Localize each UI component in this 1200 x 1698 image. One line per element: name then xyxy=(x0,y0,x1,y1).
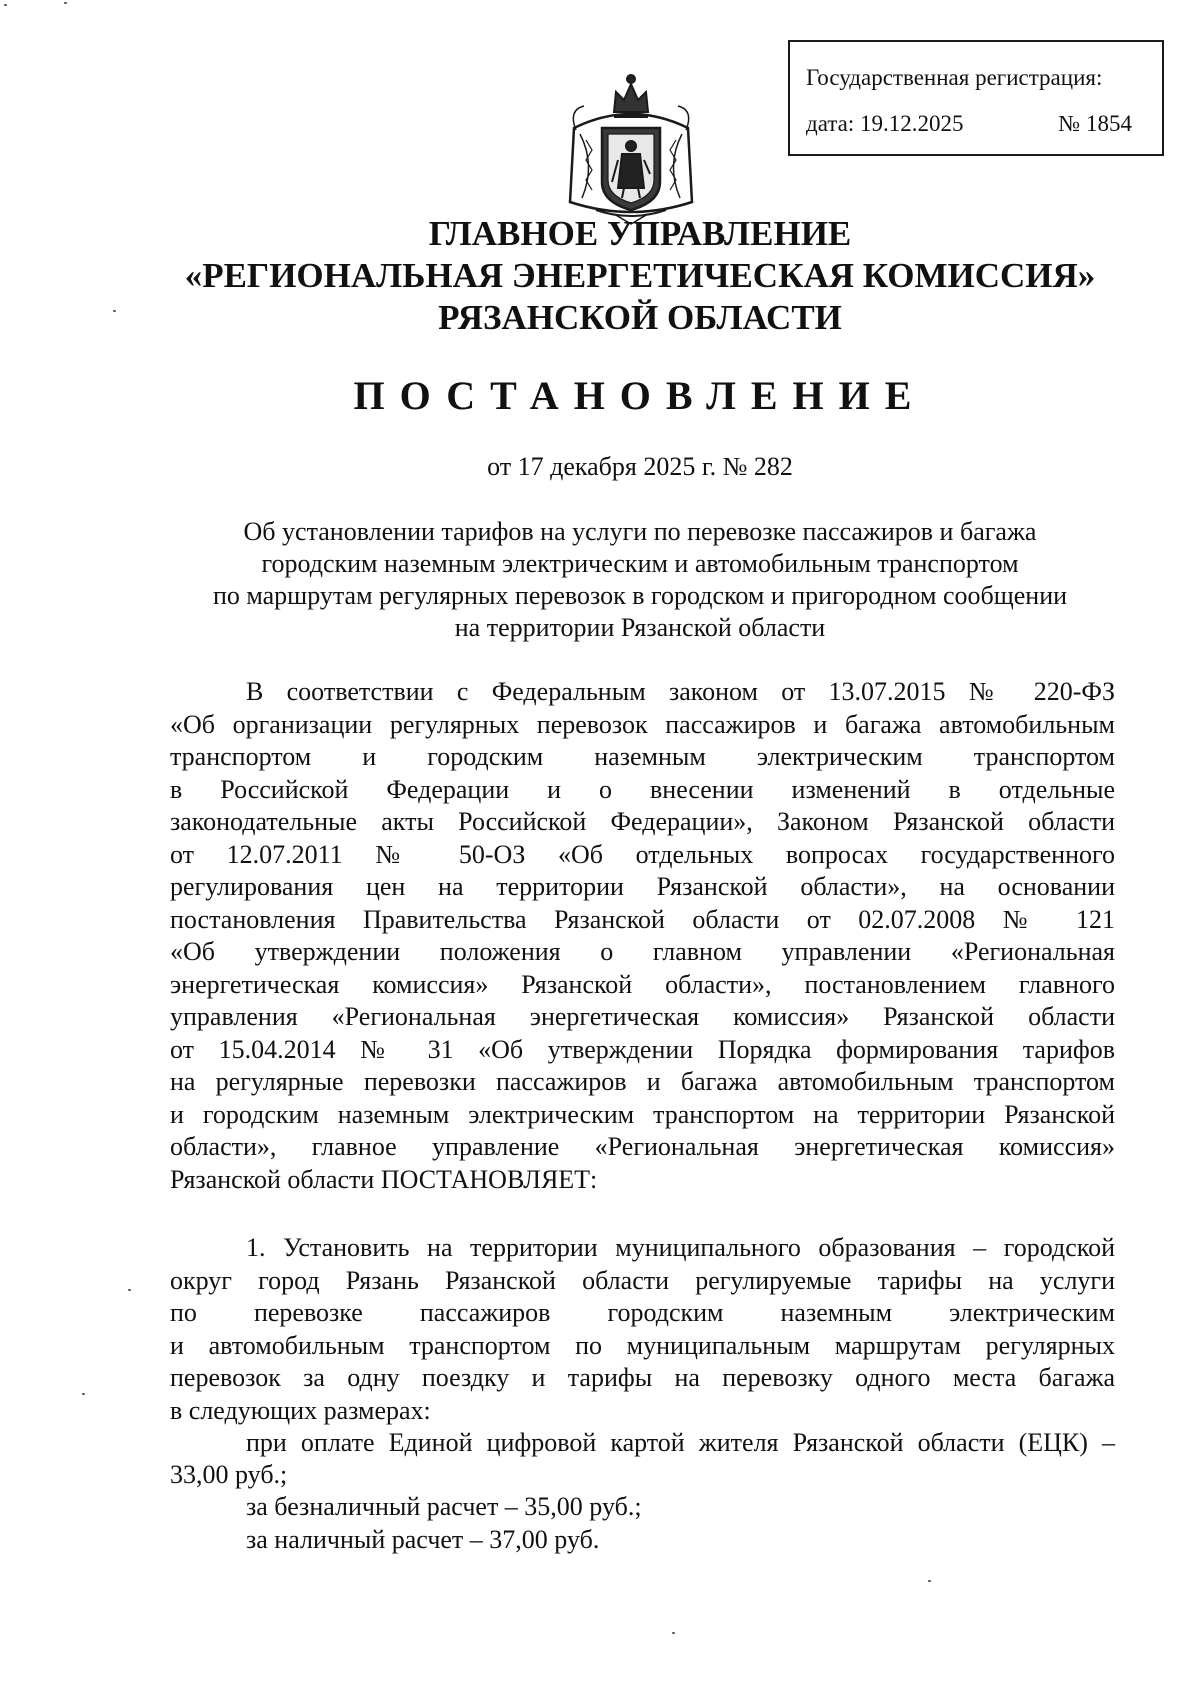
org-title-line-1: ГЛАВНОЕ УПРАВЛЕНИЕ xyxy=(428,214,852,253)
tariff-ecard-value: 33,00 руб.; xyxy=(170,1460,288,1489)
preamble-line: законодательные акты Российской Федерации», Законом Рязанской области xyxy=(170,807,1115,836)
scan-speck xyxy=(672,1632,675,1634)
tariff-cashless: за безналичный расчет – 35,00 руб.; xyxy=(246,1492,642,1521)
item-1-line: округ город Рязань Рязанской области регулируемые тарифы на услуги xyxy=(170,1265,1115,1295)
coat-of-arms-emblem xyxy=(556,70,706,226)
subject-line-1: Об установлении тарифов на услуги по перевозке пассажиров и багажа xyxy=(243,517,1037,546)
scan-speck xyxy=(113,310,116,312)
org-title-line-3: РЯЗАНСКОЙ ОБЛАСТИ xyxy=(438,298,842,337)
preamble-line: на регулярные перевозки пассажиров и багажа автомобильным транспортом xyxy=(170,1067,1115,1096)
preamble-line: «Об организации регулярных перевозок пассажиров и багажа автомобильным xyxy=(170,709,1115,739)
scan-speck xyxy=(4,4,7,6)
item-1-line: по перевозке пассажиров городским наземным электрическим xyxy=(170,1298,1115,1327)
preamble-line: управления «Региональная энергетическая комиссия» Рязанской области xyxy=(170,1002,1115,1031)
preamble-line: В соответствии с Федеральным законом от 13.07.2015 № 220-ФЗ xyxy=(246,677,1115,706)
item-1-line: при оплате Единой цифровой картой жителя Рязанской области (ЕЦК) – xyxy=(246,1428,1115,1457)
subject-line-3: по маршрутам регулярных перевозок в городском и пригородном сообщении xyxy=(212,581,1068,610)
subject-line-4: на территории Рязанской области xyxy=(454,613,826,642)
registration-box xyxy=(788,40,1164,156)
subject-line-2: городским наземным электрическим и автомобильным транспортом xyxy=(261,549,1019,578)
preamble-line: регулирования цен на территории Рязанской области», на основании xyxy=(170,872,1115,901)
preamble-line: от 15.04.2014 № 31 «Об утверждении Порядка формирования тарифов xyxy=(170,1034,1115,1064)
item-1-line: 1. Установить на территории муниципального образования – городской xyxy=(246,1233,1115,1262)
item-1-line: в следующих размерах: xyxy=(170,1395,431,1425)
preamble-paragraph xyxy=(170,676,1115,1196)
preamble-line: в Российской Федерации и о внесении изменений в отдельные xyxy=(170,774,1115,804)
preamble-line: «Об утверждении положения о главном управлении «Региональная xyxy=(170,937,1115,966)
item-1-line: перевозок за одну поездку и тарифы на перевозку одного места багажа xyxy=(170,1363,1115,1392)
preamble-line: постановления Правительства Рязанской области от 02.07.2008 № 121 xyxy=(170,904,1115,934)
org-title-line-2: «РЕГИОНАЛЬНАЯ ЭНЕРГЕТИЧЕСКАЯ КОМИССИЯ» xyxy=(184,256,1096,295)
item-1-paragraph xyxy=(170,1232,1115,1460)
preamble-line: и городским наземным электрическим транспортом на территории Рязанской xyxy=(170,1099,1115,1129)
registration-number: № 1854 xyxy=(1058,111,1132,136)
tariff-cash: за наличный расчет – 37,00 руб. xyxy=(246,1525,600,1554)
scan-speck xyxy=(928,1580,931,1582)
scan-speck xyxy=(64,2,67,4)
document-type-title: ПОСТАНОВЛЕНИЕ xyxy=(353,373,927,418)
registration-title: Государственная регистрация: xyxy=(806,65,1103,90)
preamble-line: Рязанской области ПОСТАНОВЛЯЕТ: xyxy=(170,1164,598,1194)
preamble-line: транспортом и городским наземным электрическим транспортом xyxy=(170,742,1115,771)
registration-date: дата: 19.12.2025 xyxy=(806,111,964,136)
preamble-line: области», главное управление «Региональная энергетическая комиссия» xyxy=(170,1132,1115,1161)
preamble-line: энергетическая комиссия» Рязанской области», постановлением главного xyxy=(170,969,1115,999)
document-date-number: от 17 декабря 2025 г. № 282 xyxy=(487,452,793,481)
preamble-line: от 12.07.2011 № 50-ОЗ «Об отдельных вопросах государственного xyxy=(170,839,1115,869)
scan-speck xyxy=(82,1393,85,1395)
scan-speck xyxy=(128,1289,131,1291)
item-1-line: и автомобильным транспортом по муниципальным маршрутам регулярных xyxy=(170,1330,1115,1360)
